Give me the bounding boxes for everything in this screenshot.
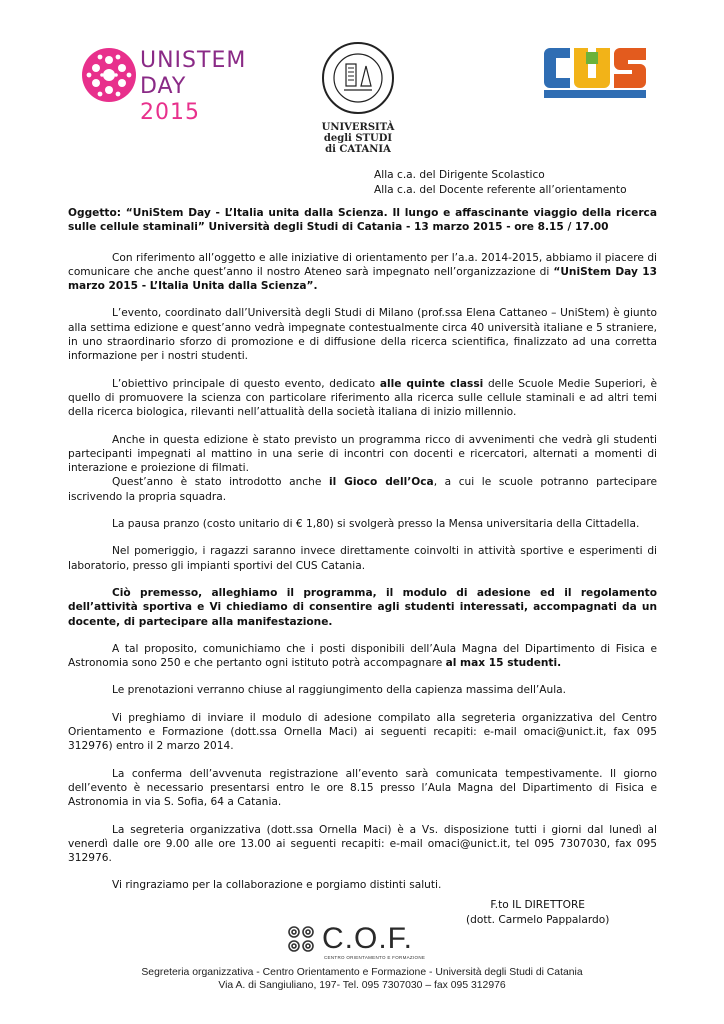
unistem-subtitle: DAY 2015 — [140, 74, 200, 125]
paragraph-13: La segreteria organizzativa (dott.ssa Ornella Maci) è a Vs. disposizione tutti i giorni dal lunedì al venerdì dalle ore 9.00 alle ore 13.00 ai seguenti recapiti: e-mail omaci@unict.it, tel 095 7307030, fax 095 312976. — [68, 823, 657, 865]
paragraph-5: Quest’anno è stato introdotto anche il Gioco dell’Oca, a cui le scuole potranno partecipare iscrivendo la propria squadra. — [68, 476, 657, 503]
unistem-title: UNISTEM — [140, 48, 247, 73]
paragraph-12: La conferma dell’avvenuta registrazione all’evento sarà comunicata tempestivamente. Il giorno dell’evento è necessario presentarsi entro le ore 8.15 presso l’Aula Magna del Dipartimento di Fisica e Astronomia in via S. Sofia, 64 a Catania. — [68, 767, 657, 809]
cof-wordmark: C.O.F. — [322, 922, 414, 955]
signature-name: (dott. Carmelo Pappalardo) — [466, 914, 610, 926]
unict-logo — [310, 40, 406, 158]
paragraph-1: Con riferimento all’oggetto e alle iniziative di orientamento per l’a.a. 2014-2015, abbiamo il piacere di comunicare che anche quest’anno il nostro Ateneo sarà impegnato nell’organizzazione di “UniStem Day 13 marzo 2015 - L’Italia Unita dalla Scienza”. — [68, 251, 657, 293]
cus-catania-logo — [540, 42, 650, 102]
letter-body — [68, 206, 657, 906]
paragraph-4: Anche in questa edizione è stato previsto un programma ricco di avvenimenti che vedrà gli studenti partecipanti impegnati al mattino in una serie di incontri con docenti e ricercatori, alternati a momenti di interazione e proiezione di filmati. — [68, 433, 657, 475]
unistem-day-logo — [80, 44, 247, 125]
recipient-block — [374, 168, 627, 198]
subject-line: Oggetto: “UniStem Day - L’Italia unita dalla Scienza. Il lungo e affascinante viaggio della ricerca sulle cellule staminali” Università degli Studi di Catania - 13 marzo 2015 - ore 8.15 / 17.00 — [68, 207, 657, 234]
paragraph-3: L’obiettivo principale di questo evento, dedicato alle quinte classi delle Scuole Medie Superiori, è quello di promuovere la scienza con particolare riferimento alla ricerca sulle cellule staminali e ad altri temi della ricerca biologica, rilevanti nell’attualità della società italiana di inizio millennio. — [68, 377, 657, 419]
unistem-wordmark — [140, 48, 246, 126]
paragraph-6: La pausa pranzo (costo unitario di € 1,80) si svolgerà presso la Mensa universitaria della Cittadella. — [112, 518, 640, 531]
paragraph-9: A tal proposito, comunichiamo che i posti disponibili dell’Aula Magna del Dipartimento di Fisica e Astronomia sono 250 e che pertanto ogni istituto potrà accompagnare al max 15 studenti. — [68, 642, 657, 670]
paragraph-2: L’evento, coordinato dall’Università degli Studi di Milano (prof.ssa Elena Cattaneo – UniStem) è giunto alla settima edizione e quest’anno vedrà impegnate contestualmente circa 40 università italiane e 5 straniere, in uno straordinario sforzo di promozione e di diffusione della ricerca scientifica, finalizzato ad una corretta informazione per i nostri studenti. — [68, 307, 657, 363]
recipient-line-2: Alla c.a. del Docente referente all’orientamento — [374, 184, 627, 196]
signature-block — [466, 898, 609, 928]
paragraph-7: Nel pomeriggio, i ragazzi saranno invece direttamente coinvolti in attività sportive e esperimenti di laboratorio, presso gli impianti sportivi del CUS Catania. — [68, 545, 657, 572]
cof-subtitle: CENTRO ORIENTAMENTO E FORMAZIONE — [324, 955, 426, 960]
unict-name: UNIVERSITÀ degli STUDI di CATANIA — [321, 122, 395, 155]
unistem-year: 2015 — [140, 100, 200, 125]
cof-logo — [284, 922, 426, 962]
footer-line-2: Via A. di Sangiuliano, 197- Tel. 095 7307030 – fax 095 312976 — [218, 980, 506, 991]
paragraph-8: Ciò premesso, alleghiamo il programma, il modulo di adesione ed il regolamento dell’attività sportiva e Vi chiediamo di consentire agli studenti interessati, accompagnati da un docente, di partecipare alla manifestazione. — [68, 586, 657, 628]
recipient-line-1: Alla c.a. del Dirigente Scolastico — [374, 169, 545, 181]
cof-swirl-icon — [284, 922, 320, 958]
paragraph-10: Le prenotazioni verranno chiuse al raggiungimento della capienza massima dell’Aula. — [112, 684, 567, 697]
page-footer — [0, 966, 724, 992]
unistem-cell-icon — [80, 44, 138, 106]
paragraph-14: Vi ringraziamo per la collaborazione e porgiamo distinti saluti. — [112, 879, 442, 892]
signature-title: F.to IL DIRETTORE — [490, 899, 585, 911]
university-seal-icon — [318, 40, 398, 116]
cus-logo-icon — [540, 42, 650, 102]
paragraph-11: Vi preghiamo di inviare il modulo di adesione compilato alla segreteria organizzativa del Centro Orientamento e Formazione (dott.ssa Ornella Maci) ai seguenti recapiti: e-mail omaci@unict.it, fax 095 312976) entro il 2 marzo 2014. — [68, 711, 657, 753]
footer-line-1: Segreteria organizzativa - Centro Orientamento e Formazione - Università degli Studi di Catania — [141, 967, 583, 978]
